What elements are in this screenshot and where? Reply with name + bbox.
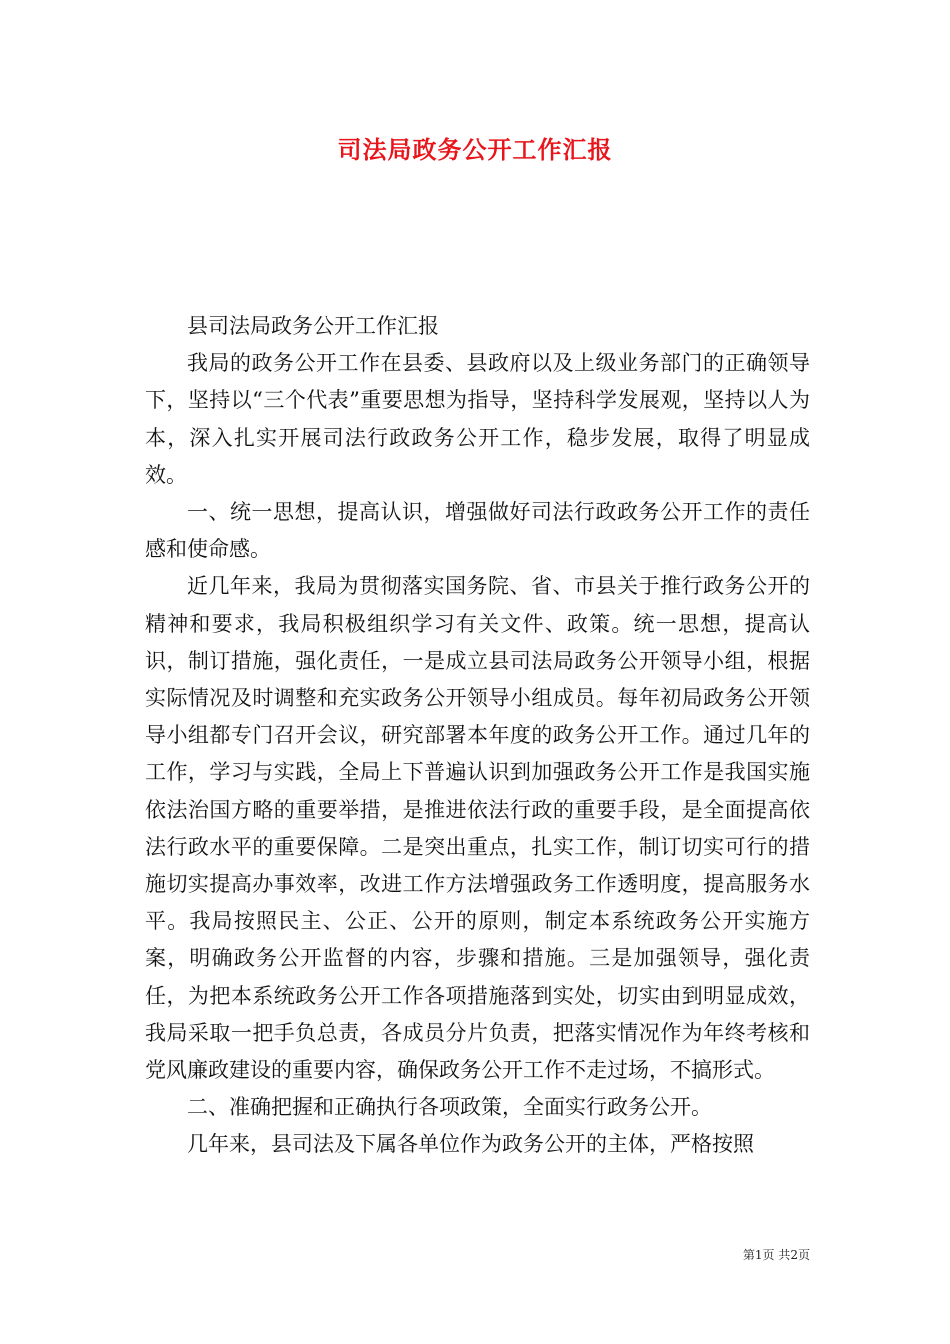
document-body [145, 308, 810, 1164]
paragraph-section-2-body: 几年来，县司法及下属各单位作为政务公开的主体，严格按照 [187, 1132, 754, 1157]
paragraph-section-1-body: 近几年来，我局为贯彻落实国务院、省、市县关于推行政务公开的精神和要求，我局积极组织学习有关文件、政策。统一思想，提高认识，制订措施，强化责任，一是成立县司法局政务公开领导小组，根据实际情况及时调整和充实政务公开领导小组成员。每年初局政务公开领导小组都专门召开会议，研究部署本年度的政务公开工作。通过几年的工作，学习与实践，全局上下普遍认识到加强政务公开工作是我国实施依法治国方略的重要举措，是推进依法行政的重要手段，是全面提高依法行政水平的重要保障。二是突出重点，扎实工作，制订切实可行的措施切实提高办事效率，改进工作方法增强政务工作透明度，提高服务水平。我局按照民主、公正、公开的原则，制定本系统政务公开实施方案，明确政务公开监督的内容，步骤和措施。三是加强领导，强化责任，为把本系统政务公开工作各项措施落到实处，切实由到明显成效，我局采取一把手负总责，各成员分片负责，把落实情况作为年终考核和党风廉政建设的重要内容，确保政务公开工作不走过场，不搞形式。 [145, 574, 810, 1083]
paragraph-section-2-heading: 二、准确把握和正确执行各项政策，全面实行政务公开。 [187, 1095, 712, 1120]
document-title: 司法局政务公开工作汇报 [337, 135, 613, 164]
paragraph-section-1-heading: 一、统一思想，提高认识，增强做好司法行政政务公开工作的责任感和使命感。 [145, 500, 810, 562]
paragraph-subtitle: 县司法局政务公开工作汇报 [187, 314, 439, 338]
paragraph-intro: 我局的政务公开工作在县委、县政府以及上级业务部门的正确领导下，坚持以“三个代表”重要思想为指导，坚持科学发展观，坚持以人为本，深入扎实开展司法行政政务公开工作，稳步发展，取得了明显成效。 [145, 351, 810, 487]
page-number: 第1页 共2页 [742, 1248, 810, 1262]
